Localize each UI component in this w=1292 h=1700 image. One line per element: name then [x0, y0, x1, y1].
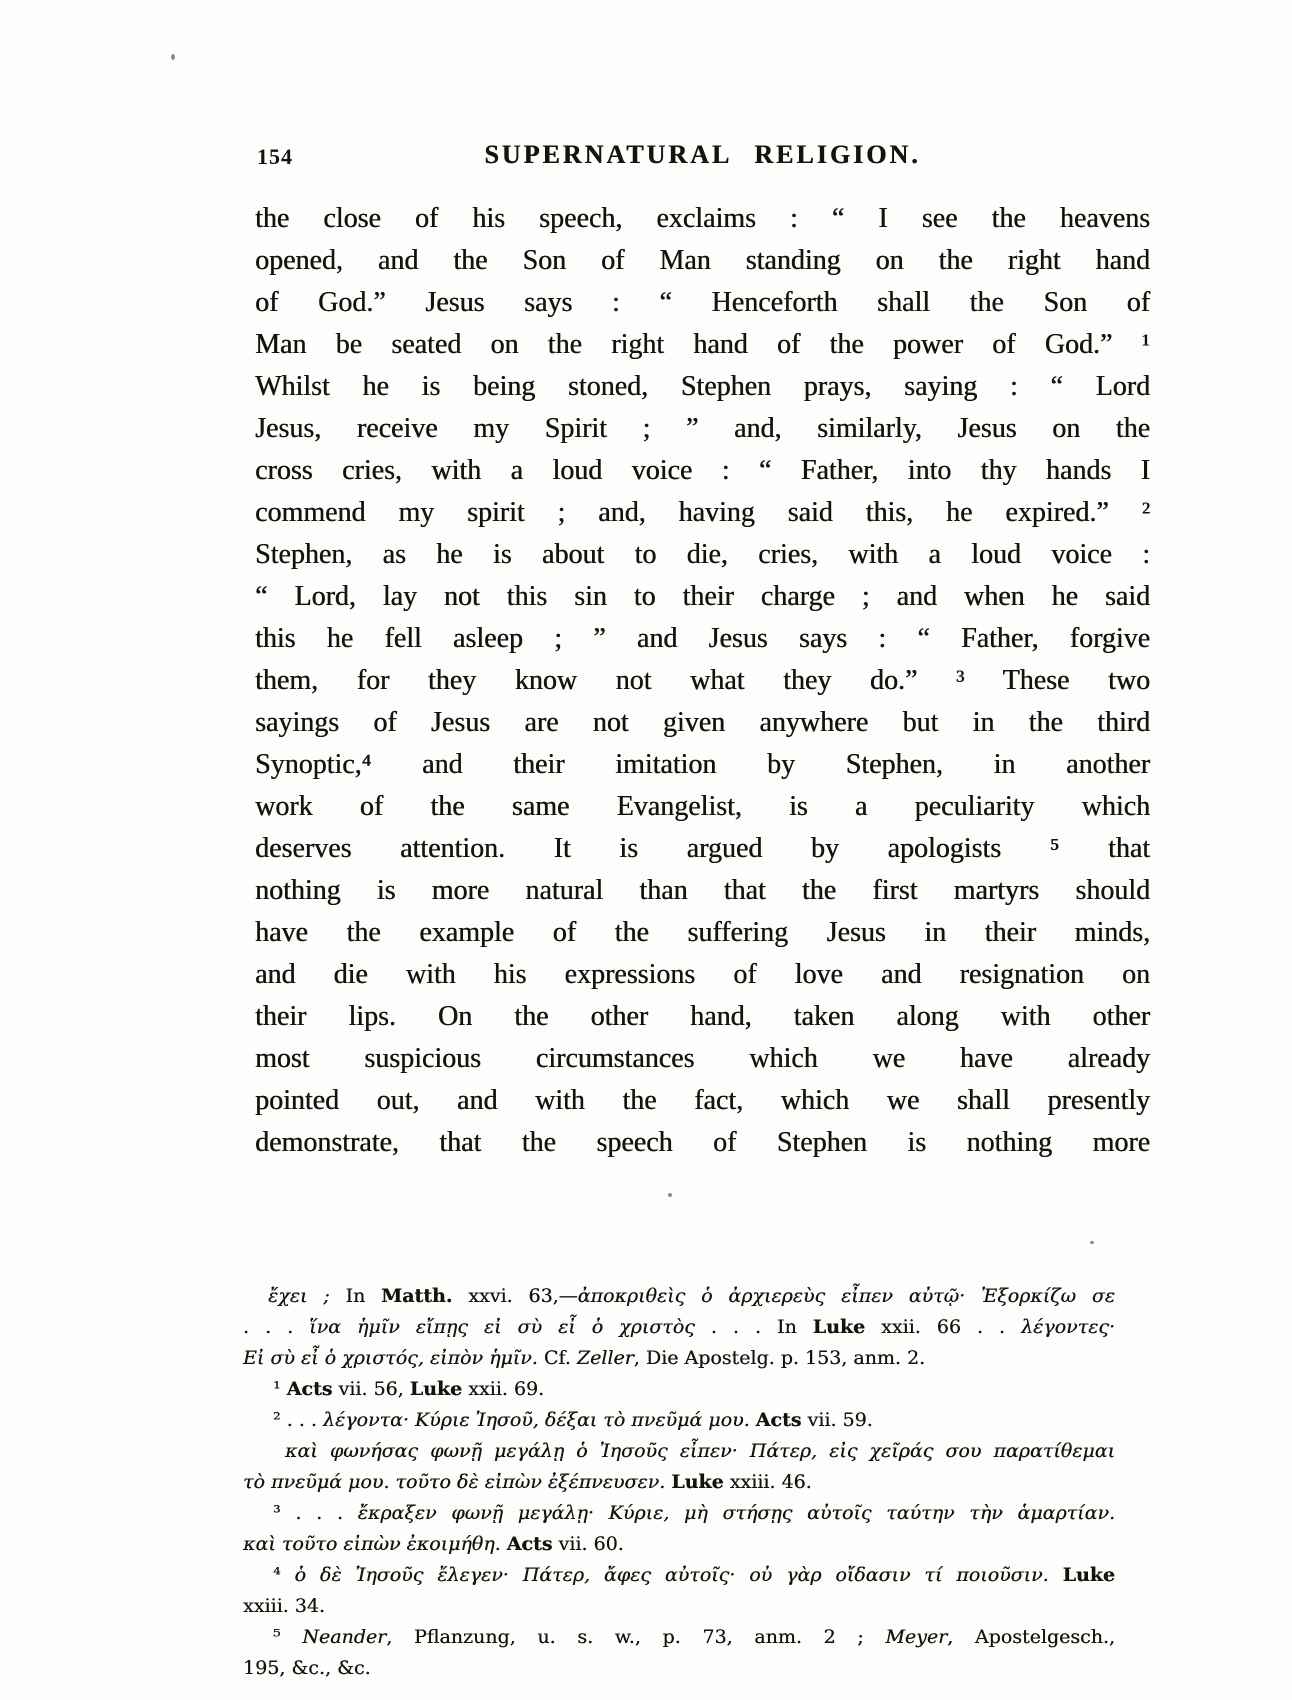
body-line: cross cries, with a loud voice : “ Father, into thy hands I	[255, 455, 1150, 486]
body-line: Synoptic,⁴ and their imitation by Stephen, in another	[255, 749, 1150, 780]
scan-speck	[1090, 1241, 1094, 1244]
page-number: 154	[257, 144, 293, 169]
body-line: deserves attention. It is argued by apologists ⁵ that	[255, 833, 1150, 864]
footnote-line: ⁵ Neander, Pflanzung, u. s. w., p. 73, anm. 2 ; Meyer, Apostelgesch.,	[273, 1626, 1116, 1648]
footnote-line: καὶ τοῦτο εἰπὼν ἐκοιμήθη. Acts vii. 60.	[243, 1533, 624, 1555]
body-line: Jesus, receive my Spirit ; ” and, similarly, Jesus on the	[255, 413, 1150, 444]
body-line: commend my spirit ; and, having said this, he expired.” ²	[255, 497, 1150, 528]
body-line: of God.” Jesus says : “ Henceforth shall the Son of	[255, 287, 1150, 318]
body-line: demonstrate, that the speech of Stephen is nothing more	[255, 1127, 1150, 1158]
footnote-line: ³ . . . ἔκραξεν φωνῇ μεγάλῃ· Κύριε, μὴ στήσῃς αὐτοῖς ταύτην τὴν ἁμαρτίαν.	[273, 1502, 1115, 1524]
body-line: pointed out, and with the fact, which we shall presently	[255, 1085, 1150, 1116]
body-line: opened, and the Son of Man standing on the right hand	[255, 245, 1150, 276]
footnote-line: Εἰ σὺ εἶ ὁ χριστός, εἰπὸν ἡμῖν. Cf. Zeller, Die Apostelg. p. 153, anm. 2.	[243, 1347, 926, 1369]
body-text	[255, 198, 1150, 1164]
footnotes	[243, 1281, 1115, 1684]
running-header-row	[255, 140, 1150, 174]
body-line: their lips. On the other hand, taken along with other	[255, 1001, 1150, 1032]
body-line: work of the same Evangelist, is a peculiarity which	[255, 791, 1150, 822]
body-line: nothing is more natural than that the first martyrs should	[255, 875, 1150, 906]
footnote-line: ⁴ ὁ δὲ Ἰησοῦς ἔλεγεν· Πάτερ, ἄφες αὐτοῖς· οὐ γὰρ οἴδασιν τί ποιοῦσιν. Luke	[273, 1564, 1115, 1586]
body-line: most suspicious circumstances which we have already	[255, 1043, 1150, 1074]
footnote-line: ¹ Acts vii. 56, Luke xxii. 69.	[273, 1378, 545, 1400]
body-line: “ Lord, lay not this sin to their charge ; and when he said	[255, 581, 1150, 612]
footnote-line: xxiii. 34.	[243, 1595, 325, 1617]
footnote-line: 195, &c., &c.	[243, 1657, 371, 1679]
footnote-line: ἔχει ; In Matth. xxvi. 63,—ἀποκριθεὶς ὁ ἀρχιερεὺς εἶπεν αὐτῷ· Ἐξορκίζω σε	[268, 1285, 1115, 1307]
body-line: Man be seated on the right hand of the power of God.” ¹	[255, 329, 1150, 360]
body-line: Whilst he is being stoned, Stephen prays, saying : “ Lord	[255, 371, 1150, 402]
footnote-line: ² . . . λέγοντα· Κύριε Ἰησοῦ, δέξαι τὸ πνεῦμά μου. Acts vii. 59.	[273, 1409, 873, 1431]
footnote-line: . . . ἵνα ἡμῖν εἴπῃς εἰ σὺ εἶ ὁ χριστὸς . . . In Luke xxii. 66 . . λέγοντες·	[243, 1316, 1115, 1338]
footnote-line: καὶ φωνήσας φωνῇ μεγάλῃ ὁ Ἰησοῦς εἶπεν· Πάτερ, εἰς χεῖράς σου παρατίθεμαι	[285, 1440, 1115, 1462]
scan-speck	[668, 1193, 672, 1197]
running-header-title: SUPERNATURAL RELIGION.	[484, 140, 921, 169]
body-line: this he fell asleep ; ” and Jesus says : “ Father, forgive	[255, 623, 1150, 654]
footnote-line: τὸ πνεῦμά μου. τοῦτο δὲ εἰπὼν ἐξέπνευσεν. Luke xxiii. 46.	[243, 1471, 812, 1493]
body-line: them, for they know not what they do.” ³ These two	[255, 665, 1150, 696]
body-line: Stephen, as he is about to die, cries, with a loud voice :	[255, 539, 1150, 570]
body-line: and die with his expressions of love and resignation on	[255, 959, 1150, 990]
scan-speck	[171, 54, 175, 60]
body-line: have the example of the suffering Jesus in their minds,	[255, 917, 1150, 948]
body-line: the close of his speech, exclaims : “ I see the heavens	[255, 203, 1150, 234]
body-line: sayings of Jesus are not given anywhere but in the third	[255, 707, 1150, 738]
